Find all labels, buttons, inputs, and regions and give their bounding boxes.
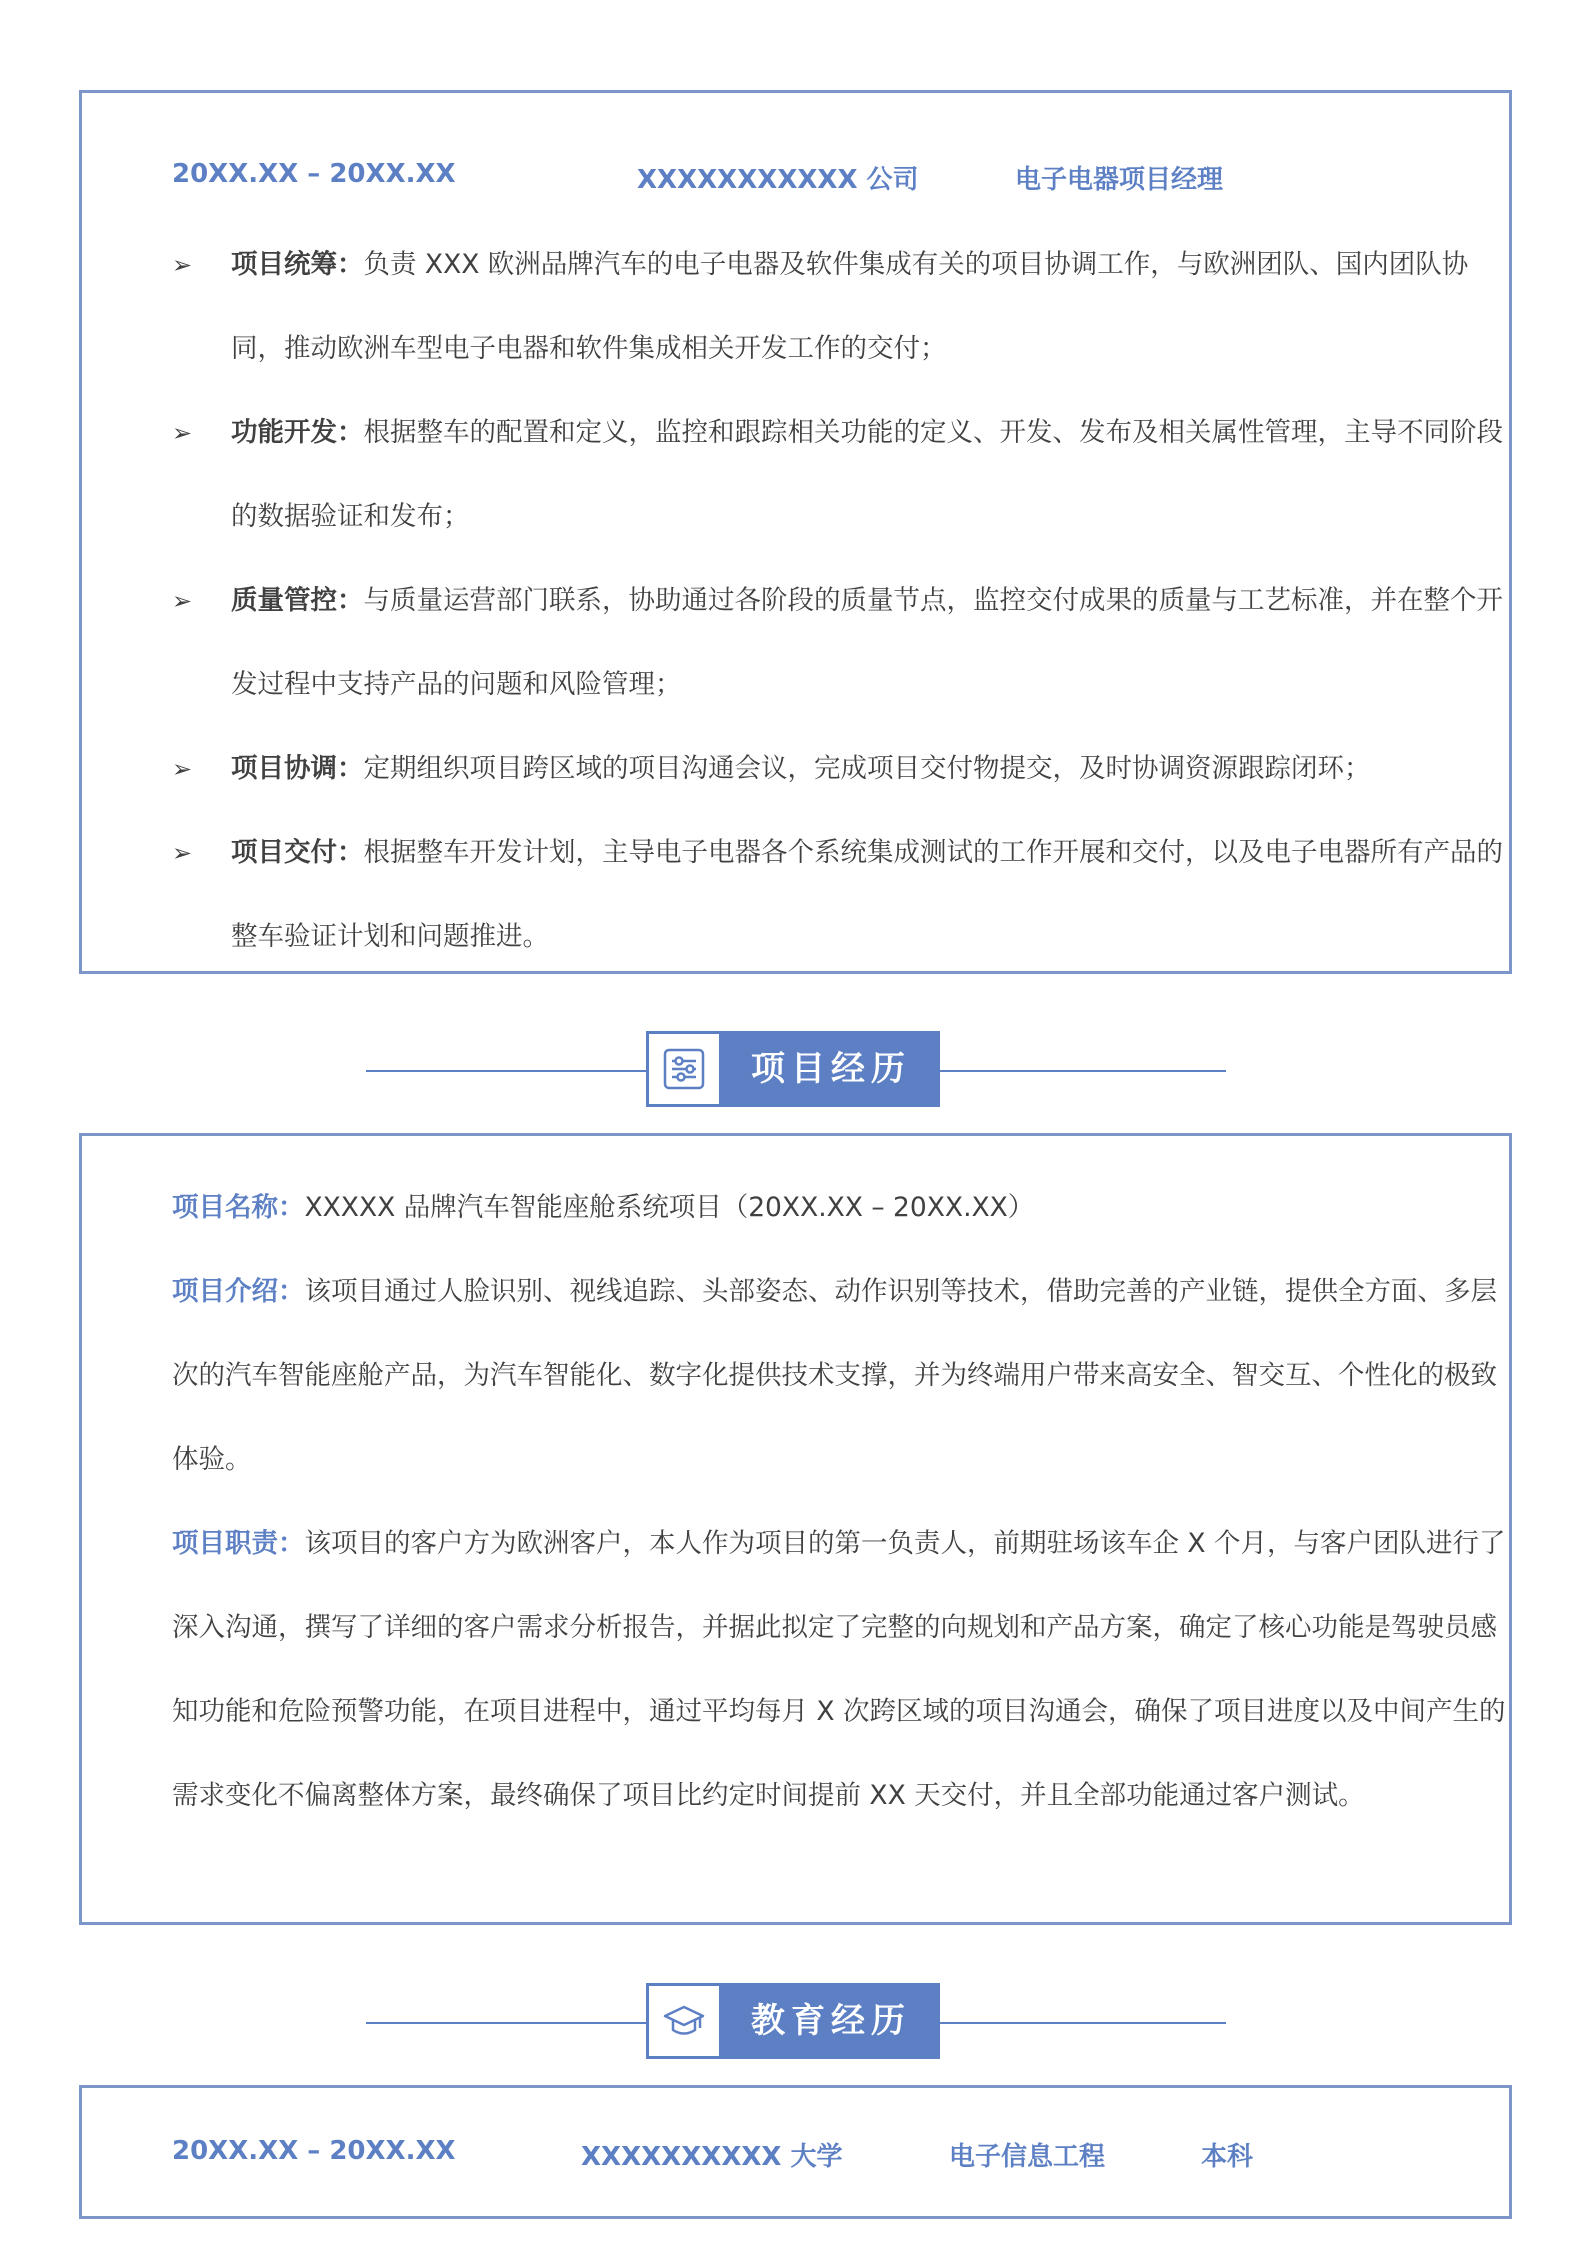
project-duty-label: 项目职责： — [172, 1528, 305, 1559]
item-label: 质量管控： — [231, 585, 364, 616]
project-duty-paragraph — [172, 1502, 1507, 1838]
project-name-label: 项目名称： — [172, 1192, 305, 1223]
project-intro-label: 项目介绍： — [172, 1276, 305, 1307]
education-box — [79, 2085, 1512, 2219]
arrow-bullet-icon: ➢ — [172, 587, 193, 615]
section-title: 项目经历 — [722, 1031, 940, 1107]
work-experience-box — [79, 90, 1512, 974]
arrow-bullet-icon: ➢ — [172, 251, 193, 279]
education-section-header — [366, 1983, 1226, 2063]
arrow-bullet-icon: ➢ — [172, 419, 193, 447]
divider-line — [366, 2022, 646, 2024]
work-header-row — [172, 151, 1419, 201]
work-period: 20XX.XX – 20XX.XX — [172, 159, 456, 189]
project-section-header — [366, 1031, 1226, 1111]
project-duty-text: 该项目的客户方为欧洲客户，本人作为项目的第一负责人，前期驻场该车企 X 个月，与客户团队进行了深入沟通，撰写了详细的客户需求分析报告，并据此拟定了完整的向规划和产品方案，确定了核心功能是驾驶员感知功能和危险预警功能，在项目进程中，通过平均每月 X 次跨区域的项目沟通会，确保了项目进度以及中间产生的需求变化不偏离整体方案，最终确保了项目比约定时间提前 XX 天交付，并且全部功能通过客户测试。 — [172, 1528, 1506, 1811]
item-text: 负责 XXX 欧洲品牌汽车的电子电器及软件集成有关的项目协调工作，与欧洲团队、国内团队协同，推动欧洲车型电子电器和软件集成相关开发工作的交付； — [231, 249, 1469, 364]
divider-line — [940, 1070, 1226, 1072]
project-intro-text: 该项目通过人脸识别、视线追踪、头部姿态、动作识别等技术，借助完善的产业链，提供全方面、多层次的汽车智能座舱产品，为汽车智能化、数字化提供技术支撑，并为终端用户带来高安全、智交互、个性化的极致体验。 — [172, 1276, 1497, 1475]
item-label: 功能开发： — [231, 417, 364, 448]
education-degree: 本科 — [1201, 2142, 1254, 2172]
project-content — [172, 1166, 1507, 1838]
graduation-cap-icon — [646, 1983, 722, 2059]
arrow-bullet-icon: ➢ — [172, 839, 193, 867]
item-label: 项目协调： — [231, 753, 364, 784]
section-title: 教育经历 — [722, 1983, 940, 2059]
list-item — [172, 559, 1512, 727]
divider-line — [366, 1070, 646, 1072]
item-label: 项目统筹： — [231, 249, 364, 280]
sliders-icon — [646, 1031, 722, 1107]
item-text: 定期组织项目跨区域的项目沟通会议，完成项目交付物提交，及时协调资源跟踪闭环； — [363, 753, 1371, 784]
work-company: XXXXXXXXXXX 公司 — [637, 165, 919, 195]
responsibility-list — [172, 223, 1512, 979]
list-item — [172, 727, 1512, 811]
item-text: 根据整车的配置和定义，监控和跟踪相关功能的定义、开发、发布及相关属性管理，主导不同阶段的数据验证和发布； — [231, 417, 1503, 532]
education-major: 电子信息工程 — [949, 2142, 1106, 2172]
work-position: 电子电器项目经理 — [1015, 165, 1224, 195]
divider-line — [940, 2022, 1226, 2024]
list-item — [172, 811, 1512, 979]
arrow-bullet-icon: ➢ — [172, 755, 193, 783]
education-school: XXXXXXXXXX 大学 — [581, 2142, 843, 2172]
education-period: 20XX.XX – 20XX.XX — [172, 2136, 456, 2166]
project-name-text: XXXXX 品牌汽车智能座舱系统项目（20XX.XX – 20XX.XX） — [304, 1192, 1035, 1223]
list-item — [172, 223, 1512, 391]
item-label: 项目交付： — [231, 837, 364, 868]
project-intro-paragraph — [172, 1250, 1507, 1502]
list-item — [172, 391, 1512, 559]
project-name-paragraph — [172, 1166, 1507, 1250]
item-text: 与质量运营部门联系，协助通过各阶段的质量节点，监控交付成果的质量与工艺标准，并在整个开发过程中支持产品的问题和风险管理； — [231, 585, 1503, 700]
project-experience-box — [79, 1133, 1512, 1925]
education-row — [172, 2128, 1419, 2178]
item-text: 根据整车开发计划，主导电子电器各个系统集成测试的工作开展和交付，以及电子电器所有产品的整车验证计划和问题推进。 — [231, 837, 1503, 952]
